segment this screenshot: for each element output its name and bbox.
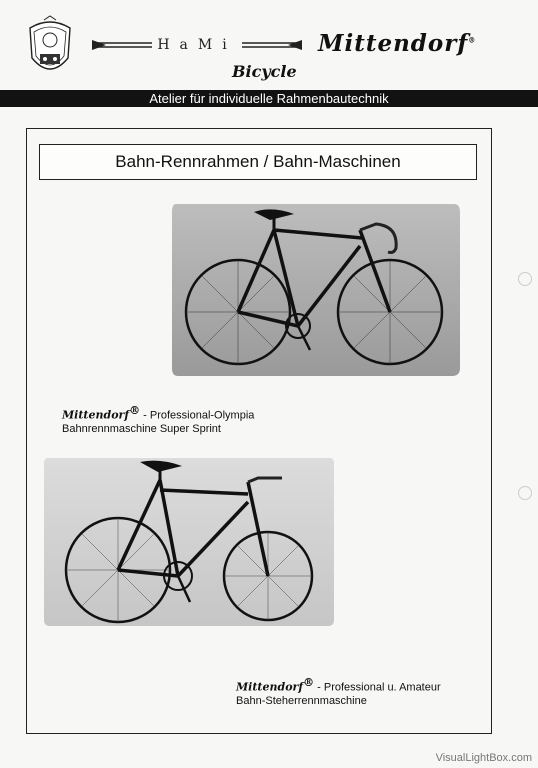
atelier-banner-text: Atelier für individuelle Rahmenbautechnik bbox=[149, 91, 389, 106]
caption-bike-1: Mittendorf® - Professional-Olympia Bahnrennmaschine Super Sprint bbox=[62, 404, 255, 435]
page-title: Bahn-Rennrahmen / Bahn-Maschinen bbox=[39, 144, 477, 180]
bicycle-photo bbox=[44, 456, 334, 628]
caption-bike-2: Mittendorf® - Professional u. Amateur Bahn-Steherrennmaschine bbox=[236, 676, 441, 707]
bicycle-photo bbox=[170, 200, 460, 380]
brand-subtitle: Bicycle bbox=[232, 62, 297, 81]
hami-logo-text: HaMi bbox=[157, 37, 237, 53]
punch-hole bbox=[518, 272, 532, 286]
crest-icon bbox=[24, 14, 76, 82]
punch-hole bbox=[518, 486, 532, 500]
brand-logo: Mittendorf® bbox=[318, 30, 477, 57]
watermark: VisualLightBox.com bbox=[435, 752, 532, 764]
